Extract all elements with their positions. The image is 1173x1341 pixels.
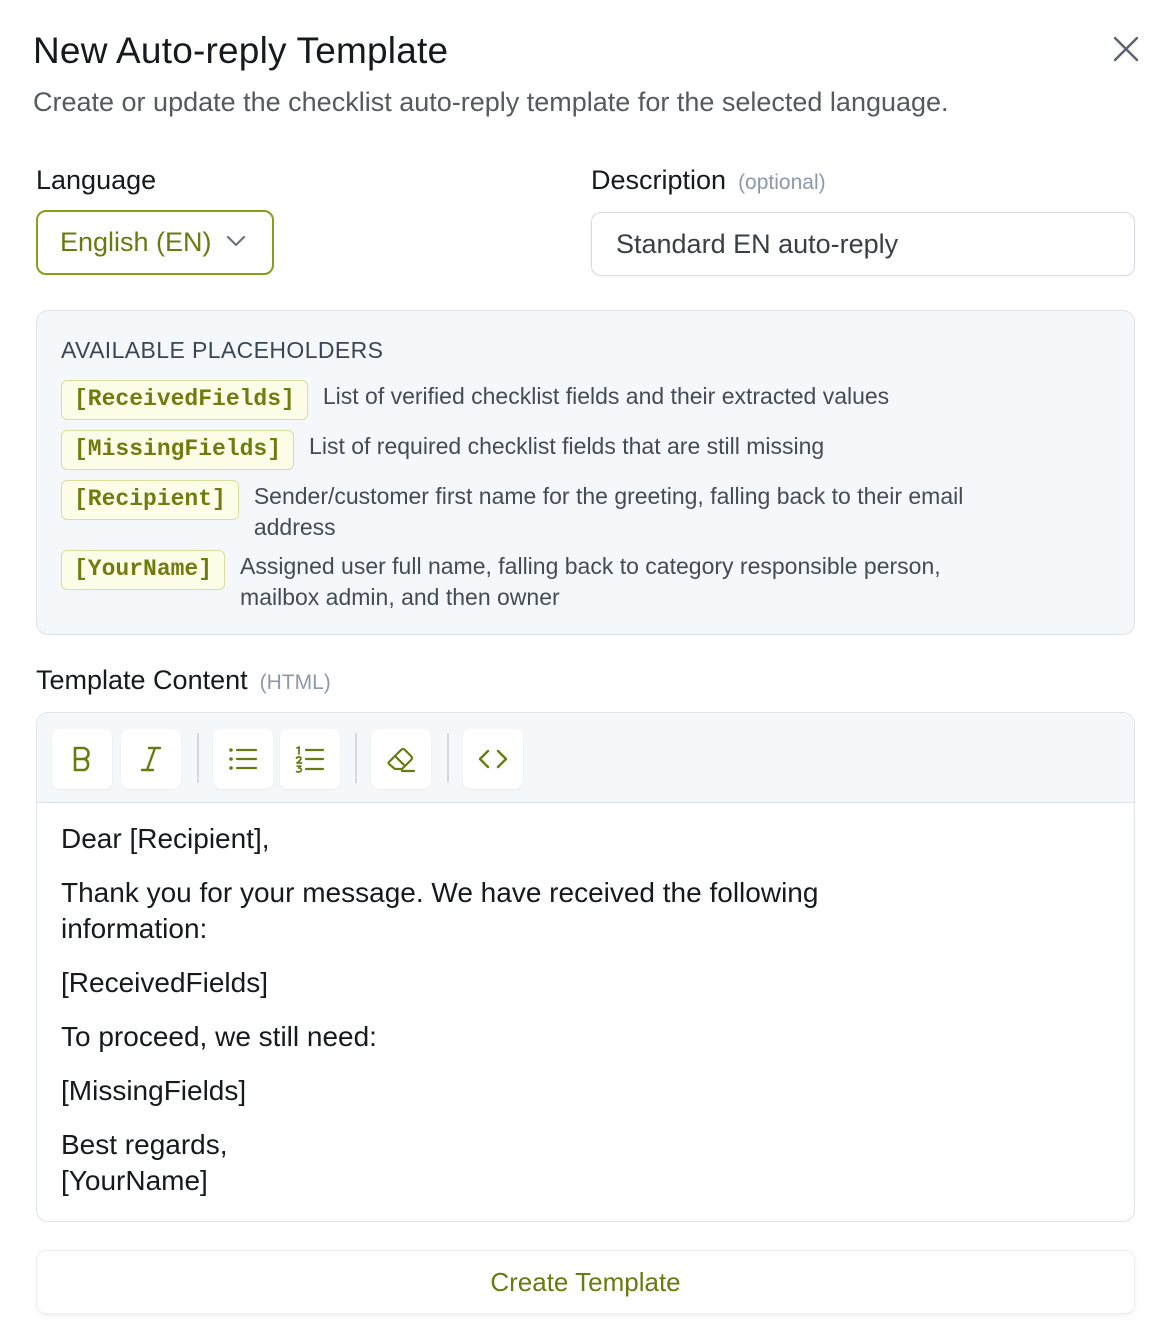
placeholder-row [61,380,1143,420]
content-paragraph: [MissingFields] [61,1075,247,1106]
language-select[interactable] [36,210,274,275]
content-line: information: [61,913,208,944]
placeholder-row [61,550,1000,613]
dialog-subtitle: Create or update the checklist auto-reply template for the selected language. [33,87,949,117]
placeholders-panel [36,310,1135,635]
editor-content[interactable] [37,803,1134,1222]
content-paragraph: [ReceivedFields] [61,967,268,998]
code-icon [477,747,509,771]
italic-button[interactable] [121,729,181,789]
toolbar-divider [197,733,199,783]
placeholder-row [61,430,1129,470]
toolbar-divider [355,733,357,783]
source-code-button[interactable] [463,729,523,789]
template-content-html-hint: (HTML) [259,671,331,694]
eraser-icon [386,745,416,773]
language-selected-value: English (EN) [60,227,212,257]
bold-button[interactable] [52,729,112,789]
placeholder-description: Assigned user full name, falling back to category responsible person, mailbox admin, and then owner [240,553,941,610]
content-paragraph: Dear [Recipient], [61,823,270,854]
description-label: Description [591,165,727,195]
bold-icon [69,745,95,773]
content-paragraph [61,1127,1110,1199]
bullet-list-icon [228,746,258,772]
clear-formatting-button[interactable] [371,729,431,789]
content-line: Thank you for your message. We have received the following [61,877,819,908]
placeholder-description: List of required checklist fields that are still missing [309,433,825,459]
placeholder-description: Sender/customer first name for the greeting, falling back to their email address [253,483,964,540]
content-paragraph [61,875,1110,947]
language-label: Language [36,165,157,195]
toolbar-divider [447,733,449,783]
description-label-row [591,165,826,196]
template-content-label-row [36,665,331,696]
description-optional-hint: (optional) [738,171,826,194]
numbered-list-button[interactable] [280,729,340,789]
description-input[interactable] [591,212,1135,276]
close-button[interactable] [1107,30,1145,68]
italic-icon [138,745,164,773]
create-template-button[interactable]: Create Template [36,1250,1135,1314]
template-content-label: Template Content [36,665,248,695]
bullet-list-button[interactable] [213,729,273,789]
placeholder-description: List of verified checklist fields and their extracted values [322,383,890,409]
dialog-title: New Auto-reply Template [33,30,449,71]
numbered-list-icon [295,745,325,773]
content-line: [YourName] [61,1165,208,1196]
editor-toolbar [37,713,1134,803]
placeholder-row [61,480,1014,543]
content-paragraph: To proceed, we still need: [61,1021,377,1052]
content-line: Best regards, [61,1129,228,1160]
placeholder-chip-received-fields[interactable]: [ReceivedFields] [61,380,308,420]
placeholder-chip-missing-fields[interactable]: [MissingFields] [61,430,294,470]
placeholder-chip-your-name[interactable]: [YourName] [61,550,225,590]
close-icon [1113,36,1139,62]
placeholder-chip-recipient[interactable]: [Recipient] [61,480,239,520]
placeholders-heading: AVAILABLE PLACEHOLDERS [61,337,384,363]
template-editor [36,712,1135,1222]
chevron-down-icon [226,234,246,248]
